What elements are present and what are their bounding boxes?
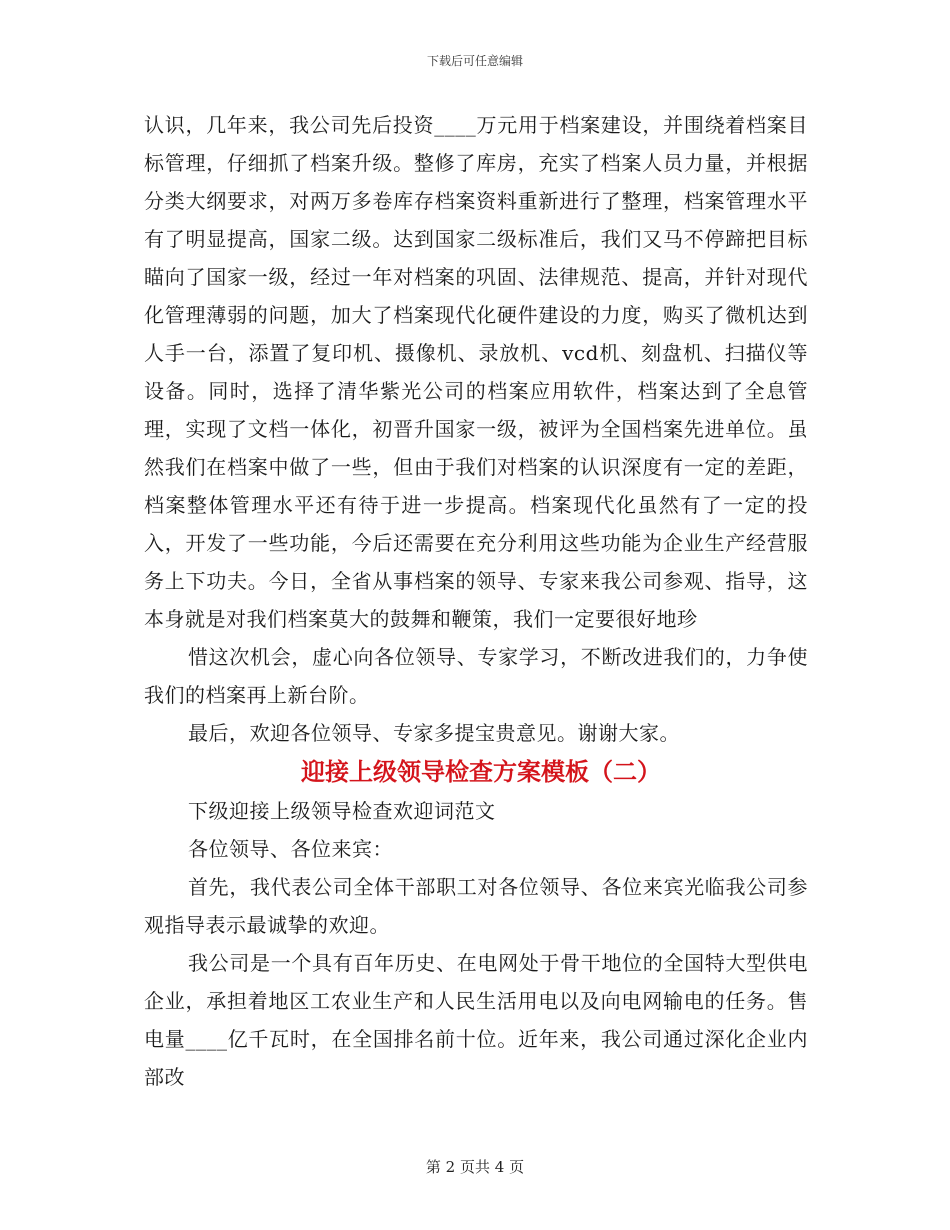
paragraph-subtitle: 下级迎接上级领导检查欢迎词范文 xyxy=(188,799,496,823)
paragraph-company-intro: 我公司是一个具有百年历史、在电网处于骨干地位的全国特大型供电企业，承担着地区工农业生产和人民生活用电以及向电网输电的任务。售电量____亿千瓦时，在全国排名前十位。近年来，我公司通过深化企业内部改 xyxy=(144,951,808,1089)
paragraph-archive-work: 认识，几年来，我公司先后投资____万元用于档案建设，并围绕着档案目标管理，仔细抓了档案升级。整修了库房，充实了档案人员力量，并根据分类大纲要求，对两万多卷库存档案资料重新进行了整理，档案管理水平有了明显提高，国家二级。达到国家二级标准后，我们又马不停蹄把目标瞄向了国家一级，经过一年对档案的巩固、法律规范、提高，并针对现代化管理薄弱的问题，加大了档案现代化硬件建设的力度，购买了微机达到人手一台，添置了复印机、摄像机、录放机、vcd机、刻盘机、扫描仪等设备。同时，选择了清华紫光公司的档案应用软件，档案达到了全息管理，实现了文档一体化，初晋升国家一级，被评为全国档案先进单位。虽然我们在档案中做了一些，但由于我们对档案的认识深度有一定的差距，档案整体管理水平还有待于进一步提高。档案现代化虽然有了一定的投入，开发了一些功能，今后还需要在充分利用这些功能为企业生产经营服务上下功夫。今日，全省从事档案的领导、专家来我公司参观、指导，这本身就是对我们档案莫大的鼓舞和鞭策，我们一定要很好地珍 xyxy=(144,113,808,631)
paragraph-welcome: 首先，我代表公司全体干部职工对各位领导、各位来宾光临我公司参观指导表示最诚挚的欢迎。 xyxy=(144,875,808,937)
document-body xyxy=(144,106,808,1096)
page-footer: 第 2 页共 4 页 xyxy=(425,1158,525,1176)
paragraph-cherish-opportunity: 惜这次机会，虚心向各位领导、专家学习，不断改进我们的，力争使我们的档案再上新台阶。 xyxy=(144,645,808,707)
paragraph-closing-thanks: 最后，欢迎各位领导、专家多提宝贵意见。谢谢大家。 xyxy=(188,721,680,745)
page-header: 下载后可任意编辑 xyxy=(426,54,523,68)
paragraph-salutation: 各位领导、各位来宾： xyxy=(188,837,393,861)
section-title: 迎接上级领导检查方案模板（二） xyxy=(301,758,661,786)
